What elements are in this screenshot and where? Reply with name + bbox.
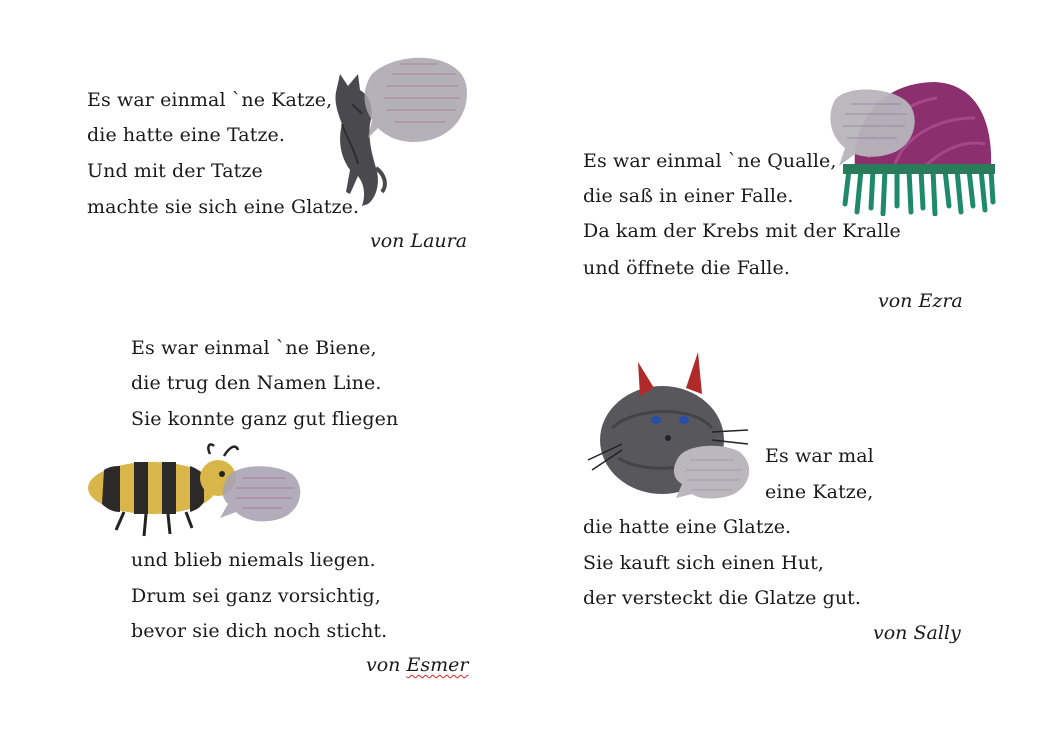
poem-line: und blieb niemals liegen. — [131, 549, 376, 571]
poem-line: Es war mal — [765, 445, 874, 467]
poem-line: Es war einmal `ne Qualle, — [583, 150, 837, 172]
poem-line: die hatte eine Tatze. — [87, 124, 286, 146]
poem-line: die trug den Namen Line. — [131, 372, 382, 394]
poem-line: bevor sie dich noch sticht. — [131, 620, 388, 642]
poem-line: der versteckt die Glatze gut. — [583, 587, 862, 609]
poem-line: Sie kauft sich einen Hut, — [583, 552, 824, 574]
poem-line: Sie konnte ganz gut fliegen — [131, 408, 399, 430]
poem-line: machte sie sich eine Glatze. — [87, 196, 360, 218]
jellyfish-drawing-icon — [825, 78, 997, 216]
poem-line: Und mit der Tatze — [87, 160, 263, 182]
author-prefix: von — [366, 654, 407, 676]
poem-line: Es war einmal `ne Biene, — [131, 337, 377, 359]
poem-author — [366, 654, 468, 676]
author-name: Esmer — [406, 654, 469, 676]
poem-line: und öffnete die Falle. — [583, 257, 790, 279]
poem-line: die saß in einer Falle. — [583, 185, 794, 207]
poem-author: von Laura — [370, 230, 468, 252]
poem-line: Drum sei ganz vorsichtig, — [131, 585, 381, 607]
cat-drawing-icon — [328, 44, 473, 214]
poem-line: Es war einmal `ne Katze, — [87, 89, 333, 111]
poem-author: von Ezra — [878, 290, 963, 312]
poem-line: Da kam der Krebs mit der Kralle — [583, 220, 901, 242]
poem-author: von Sally — [873, 622, 961, 644]
poem-line: eine Katze, — [765, 481, 874, 503]
bee-drawing-icon — [86, 440, 304, 542]
bald-cat-drawing-icon — [582, 348, 758, 504]
poem-line: die hatte eine Glatze. — [583, 516, 792, 538]
